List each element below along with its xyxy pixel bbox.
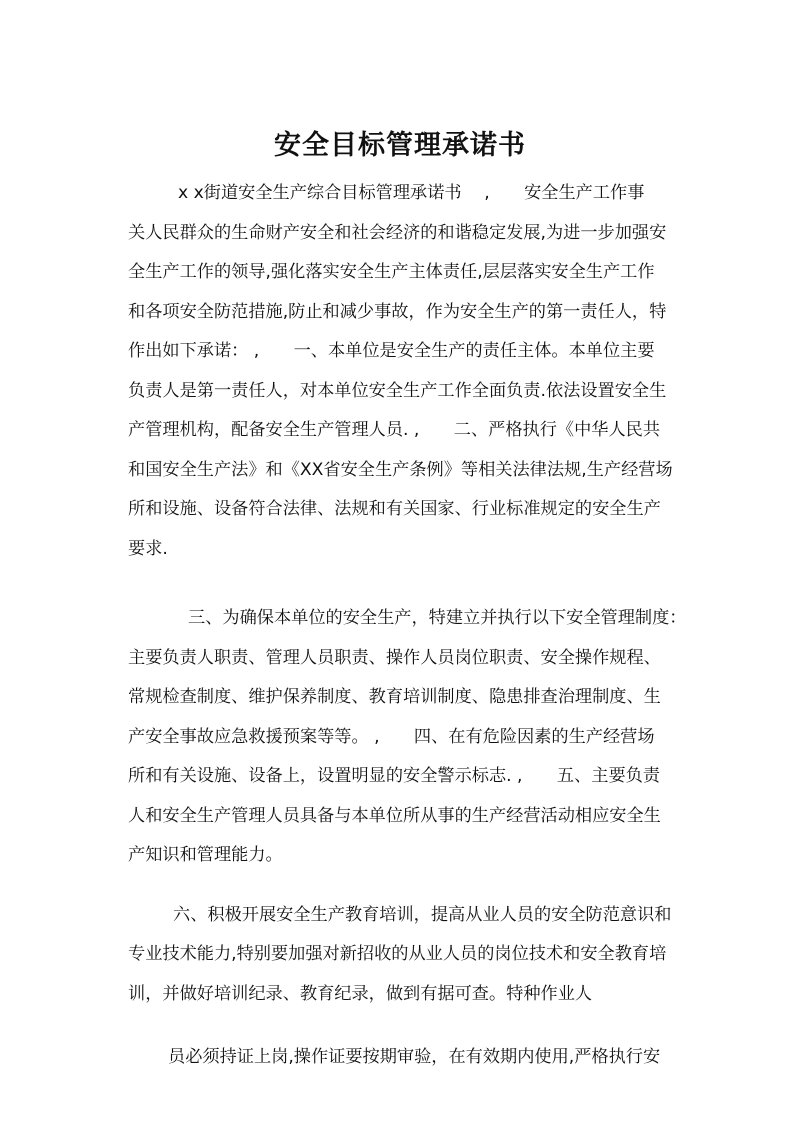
body-line: 员必须持证上岗,操作证要按期审验，在有效期内使用,严格执行安 <box>168 1047 661 1067</box>
document-title: 安全目标管理承诺书 <box>274 130 526 161</box>
document-body <box>128 174 718 1078</box>
body-line: 所和有关设施、设备上，设置明显的安全警示标志. , 五、主要负责 <box>128 766 661 786</box>
body-line: 关人民群众的生命财产安全和社会经济的和谐稳定发展,为进一步加强安 <box>128 222 667 243</box>
body-line: 和国安全生产法》和《XX省安全生产条例》等相关法律法规,生产经营场 <box>128 459 673 480</box>
body-line: 六、积极开展安全生产教育培训，提高从业人员的安全防范意识和 <box>173 904 672 925</box>
body-line: 产知识和管理能力。 <box>128 845 283 865</box>
body-line: 要求. <box>128 538 168 559</box>
body-line: 所和设施、设备符合法律、法规和有关国家、行业标准规定的安全生产 <box>128 499 661 519</box>
body-line: 训，并做好培训纪录、教育纪录，做到有据可查。特种作业人 <box>128 983 593 1004</box>
body-line: 专业技术能力,特别要加强对新招收的从业人员的岗位技术和安全教育培 <box>128 944 667 964</box>
body-line: 主要负责人职责、管理人员职责、操作人员岗位职责、安全操作规程、 <box>128 647 661 668</box>
body-line: 产管理机构，配备安全生产管理人员. , 二、严格执行《中华人民共 <box>128 420 661 440</box>
body-line: 作出如下承诺： , 一、本单位是安全生产的责任主体。本单位主要 <box>128 341 655 361</box>
body-line: 产安全事故应急救援预案等等。 , 四、在有危险因素的生产经营场 <box>128 726 655 747</box>
body-line: 和各项安全防范措施,防止和减少事故，作为安全生产的第一责任人，特 <box>128 301 667 322</box>
body-line: 三、为确保本单位的安全生产，特建立并执行以下安全管理制度： <box>188 608 687 628</box>
body-line: 全生产工作的领导,强化落实安全生产主体责任,层层落实安全生产工作 <box>128 262 655 282</box>
body-line: 常规检查制度、维护保养制度、教育培训制度、隐患排查治理制度、生 <box>128 687 661 707</box>
body-line: 人和安全生产管理人员具备与本单位所从事的生产经营活动相应安全生 <box>128 805 661 826</box>
body-line: 负责人是第一责任人，对本单位安全生产工作全面负责.依法设置安全生 <box>128 380 667 401</box>
body-line: x x街道安全生产综合目标管理承诺书 , 安全生产工作事 <box>178 183 645 203</box>
